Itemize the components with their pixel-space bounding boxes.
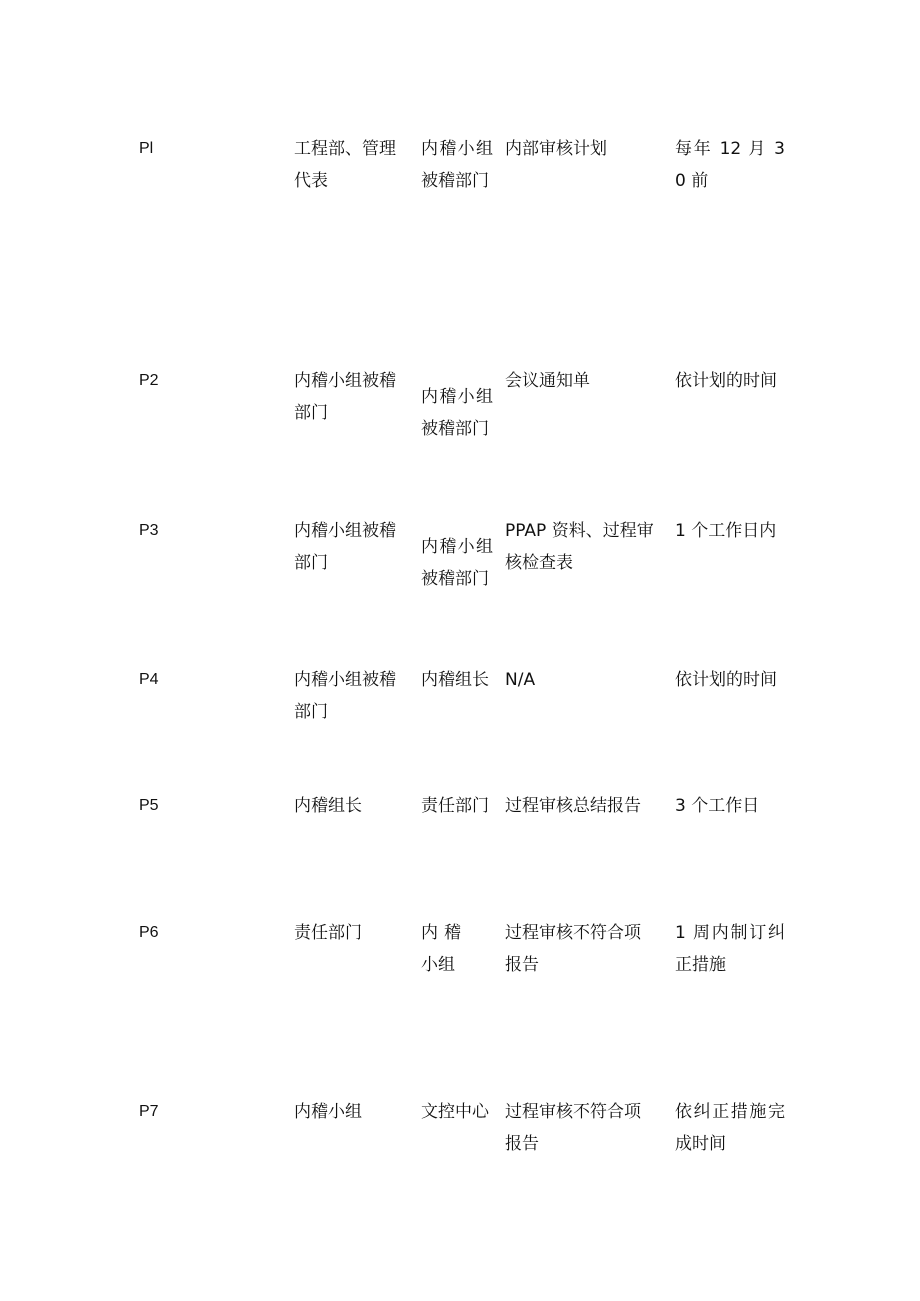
related-record: 过程审核总结报告 [505,796,641,816]
assisting-dept: 内稽小组被稽部门 [421,387,493,439]
step-code: P6 [139,924,159,941]
related-record: 过程审核不符合项报告 [505,1102,641,1154]
assisting-dept: 文控中心 [421,1102,489,1122]
responsible-dept: 内稽小组被稽部门 [294,670,396,722]
assisting-dept: 内稽小组 [421,923,461,975]
responsible-dept: 责任部门 [294,923,362,943]
related-record: 内部审核计划 [505,139,607,159]
time-limit: 依计划的时间 [675,670,777,690]
step-code: P2 [139,372,159,389]
responsible-dept: 内稽小组被稽部门 [294,371,396,423]
time-limit: 1 个工作日内 [675,521,777,541]
responsible-dept: 内稽小组被稽部门 [294,521,396,573]
related-record: 过程审核不符合项报告 [505,923,641,975]
time-limit: 依纠正措施完成时间 [675,1102,785,1154]
time-limit: 1 周内制订纠正措施 [675,923,785,975]
related-record: 会议通知单 [505,371,590,391]
assisting-dept: 内稽小组被稽部门 [421,139,493,191]
related-record: PPAP 资料、过程审核检查表 [505,521,654,573]
time-limit: 依计划的时间 [675,371,777,391]
step-code: P5 [139,797,159,814]
responsible-dept: 工程部、管理代表 [294,139,396,191]
step-code: P7 [139,1103,159,1120]
step-code: Pl [139,140,154,157]
time-limit: 3 个工作日 [675,796,760,816]
assisting-dept: 责任部门 [421,796,489,816]
related-record: N/A [505,670,536,690]
time-limit: 每年 12 月 30 前 [675,139,785,191]
step-code: P3 [139,522,159,539]
responsible-dept: 内稽组长 [294,796,362,816]
step-code: P4 [139,671,159,688]
assisting-dept: 内稽组长 [421,670,489,690]
responsible-dept: 内稽小组 [294,1102,362,1122]
assisting-dept: 内稽小组被稽部门 [421,537,493,589]
